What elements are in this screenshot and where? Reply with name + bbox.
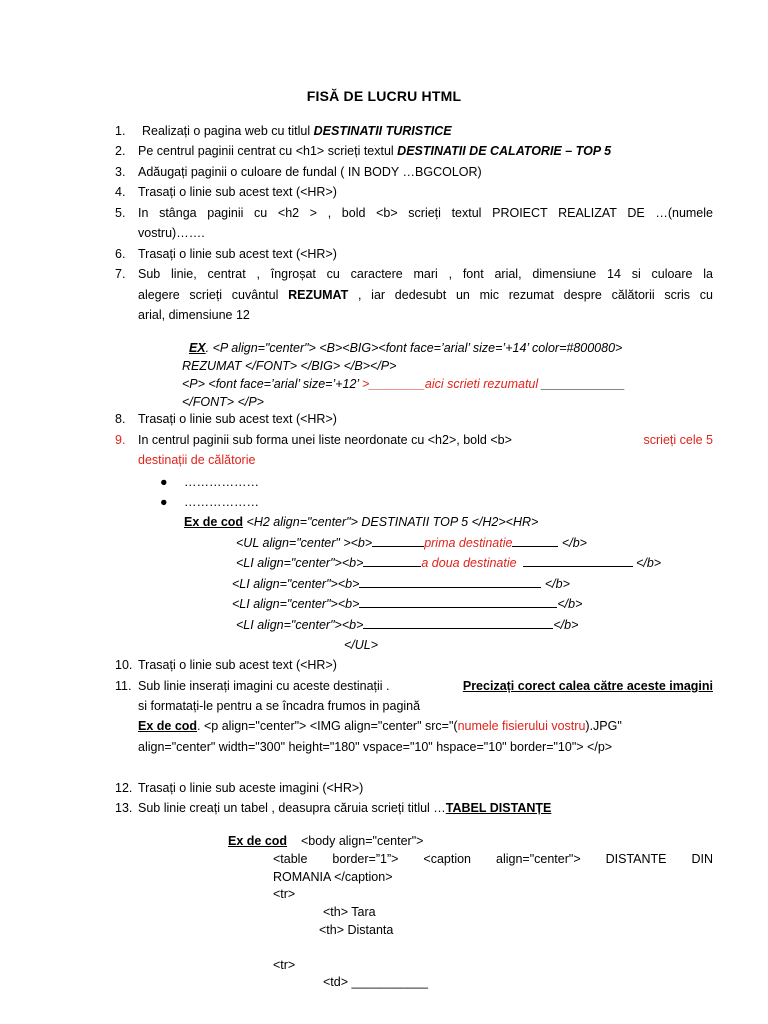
item-number: 3. xyxy=(115,165,126,179)
code-example: Ex de cod <H2 align="center"> DESTINATII TOP 5 </H2><HR> xyxy=(184,515,539,529)
item-number: 6. xyxy=(115,247,126,261)
example-label: Ex de cod xyxy=(184,515,244,529)
bullet-item: ● ……………… xyxy=(160,475,259,489)
example-label: Ex de cod xyxy=(228,834,288,848)
example-label: Ex de cod xyxy=(138,719,198,733)
bullet-icon: ● xyxy=(160,495,168,509)
item-number: 5. xyxy=(115,206,126,220)
bullet-item: ● ……………… xyxy=(160,495,259,509)
page-title: FISĂ DE LUCRU HTML xyxy=(306,88,462,104)
worksheet-page: FISĂ DE LUCRU HTML 1. Realizați o pagina web cu titlul DESTINATII TURISTICE 2. Pe centrul paginii centrat cu <h1> scrieți textul DESTINATII DE CALATORIE – TOP 5 3. Adăugați paginii o culoare de fundal ( IN BODY …BGCOLOR) 4. Trasați o linie sub acest text (<HR>) 5. In stânga paginii cu <h2 > , bold <b> scrieți textul PROIECT REALIZAT DE …(numele vostru)……. 6. Trasați o linie sub acest text (<HR>) 7. Sub linie, centrat , îngroșat cu caractere mari , font arial, dimensiune 14 si culoare la alegere scrieți cuvântul REZUMAT , iar dedesubt un mic rezumat despre călătorii scris cu arial, dimensiune 12 EX. <P align="center"> <B><BIG><font face=’arial’ size=’+14’ color=#800080> REZUMAT </FONT> </BIG> </B></P> <P> <font face=’arial’ size=’+12’ >________aici scrieti rezumatul ____________ </FONT> </P> 8. Trasați o linie sub acest text (<HR>) 9. In centrul paginii sub forma unei liste neordonate cu <h2>, bold <b> scrieți cele 5 destinații de călătorie ● ……………… ● ……………… Ex de cod <H2 align="center"> DESTINATII TOP 5 </H2><HR> <UL align="center" ><b> prima destinatie </b> <LI align="center"><b> a doua destinatie </b> <LI align="center"><b> </b> <LI align="center"><b> </b> <LI align="center"><b> </b> </UL> 10. Trasați o linie sub acest text (<HR>) 11. Sub linie inserați imagini cu aceste destinații . Precizați corect calea către aceste imagini si formatați-le pentru a se încadra frumos in pagină Ex de cod. <p align="center"> <IMG align="center" src="(numele fisierului vostru).JPG" align="center" width="300" height="180" vspace="10" hspace="10" border="10"> </p> 12. Trasați o linie sub aceste imagini (<HR>) 13. Sub linie creați un tabel , deasupra căruia scrieți titlul …TABEL DISTANȚE Ex de cod <body align="center"> <table border=”1”> <caption align="center"> DISTANTE DIN ROMANIA </caption> <tr> <th> Tara <th> Distanta <tr> <td> ___________ xyxy=(0,0,768,1024)
item-number: 13. xyxy=(115,801,133,815)
item-number: 11. xyxy=(115,679,132,693)
item-number: 1. xyxy=(115,124,126,138)
code-example: EX. <P align="center"> <B><BIG><font face=’arial’ size=’+14’ color=#800080> xyxy=(188,341,623,355)
item-number: 12. xyxy=(115,781,133,795)
item-number: 2. xyxy=(115,144,126,158)
item-number: 9. xyxy=(115,433,126,447)
item-number: 8. xyxy=(115,412,126,426)
example-label: EX xyxy=(188,341,206,355)
item-number: 7. xyxy=(115,267,126,281)
code-example: Ex de cod <body align="center"> xyxy=(228,834,424,848)
item-number: 10. xyxy=(115,658,133,672)
bullet-icon: ● xyxy=(160,475,168,489)
item-number: 4. xyxy=(115,185,126,199)
